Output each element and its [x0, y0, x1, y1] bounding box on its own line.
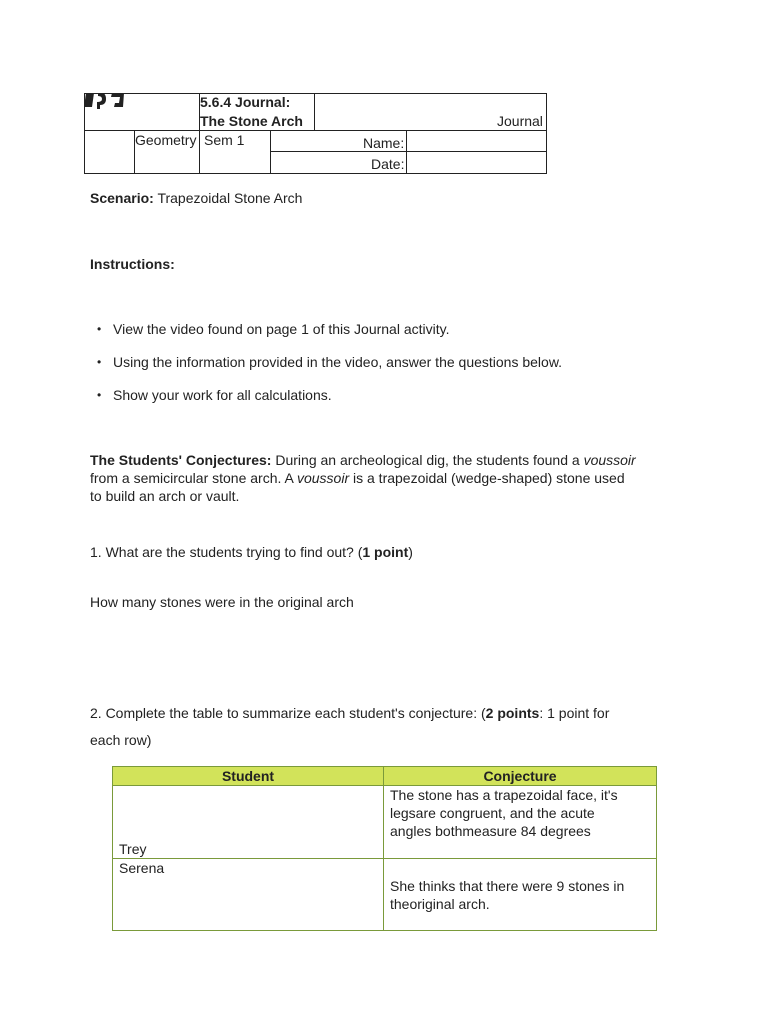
question-2-text: 2. Complete the table to summarize each student's conjecture: ( [90, 705, 486, 721]
logo-icon [84, 93, 124, 109]
table-row [113, 859, 657, 931]
journal-title-line2: The Stone Arch [200, 113, 303, 129]
conjectures-text: During an archeological dig, the students found a [271, 452, 584, 468]
column-header-conjecture: Conjecture [384, 767, 657, 786]
conjectures-line3: to build an arch or vault. [90, 488, 240, 504]
conjectures-line2 [90, 469, 625, 487]
conjectures-label: The Students' Conjectures: [90, 452, 272, 468]
instructions-heading: Instructions: [90, 256, 175, 272]
question-2 [90, 704, 609, 722]
question-1-text: 1. What are the students trying to find out? ( [90, 544, 363, 560]
question-1-points: 1 point [362, 544, 409, 560]
semester-label: Sem 1 [204, 132, 245, 148]
conjecture-table [112, 766, 657, 931]
question-1 [90, 543, 413, 561]
conjecture-line: angles bothmeasure 84 degrees [390, 823, 591, 839]
question-2-rest: : 1 point for [539, 705, 610, 721]
student-name: Serena [119, 860, 165, 876]
question-2-line2: each row) [90, 732, 152, 748]
column-header-student: Student [113, 767, 384, 786]
conjectures-text: is a trapezoidal (wedge-shaped) stone used [349, 470, 625, 486]
table-header-row [113, 767, 657, 786]
student-cell[interactable] [113, 786, 384, 859]
question-1-answer[interactable]: How many stones were in the original arch [90, 594, 354, 610]
conjectures-text: from a semicircular stone arch. A [90, 470, 297, 486]
voussoir-term: voussoir [296, 470, 350, 486]
question-2-points: 2 points [485, 705, 540, 721]
conjectures-line1 [90, 451, 636, 469]
instruction-item: Show your work for all calculations. [113, 387, 332, 403]
conjecture-cell[interactable] [384, 859, 657, 931]
conjecture-line: She thinks that there were 9 stones in [390, 877, 625, 894]
scenario-value: Trapezoidal Stone Arch [153, 190, 303, 206]
student-name: Trey [119, 841, 147, 857]
bullet-icon: • [97, 322, 102, 336]
instruction-item: Using the information provided in the video, answer the questions below. [113, 354, 563, 370]
conjecture-line: theoriginal arch. [390, 895, 490, 912]
student-cell[interactable] [113, 859, 384, 931]
question-1-close: ) [408, 544, 413, 560]
table-row [113, 786, 657, 859]
scenario-line [90, 189, 302, 207]
instruction-item: View the video found on page 1 of this Journal activity. [113, 321, 450, 337]
conjecture-line: The stone has a trapezoidal face, it's [390, 787, 618, 803]
bullet-icon: • [97, 355, 102, 369]
voussoir-term: voussoir [583, 452, 636, 468]
course-label: Geometry [135, 132, 197, 148]
conjecture-cell[interactable] [384, 786, 657, 859]
conjecture-line: legsare congruent, and the acute [390, 805, 595, 821]
date-label: Date: [371, 156, 405, 172]
name-label: Name: [363, 135, 405, 151]
journal-title-line1: 5.6.4 Journal: [200, 94, 291, 110]
scenario-label: Scenario: [90, 190, 154, 206]
doc-type-label: Journal [497, 113, 543, 129]
bullet-icon: • [97, 388, 102, 402]
